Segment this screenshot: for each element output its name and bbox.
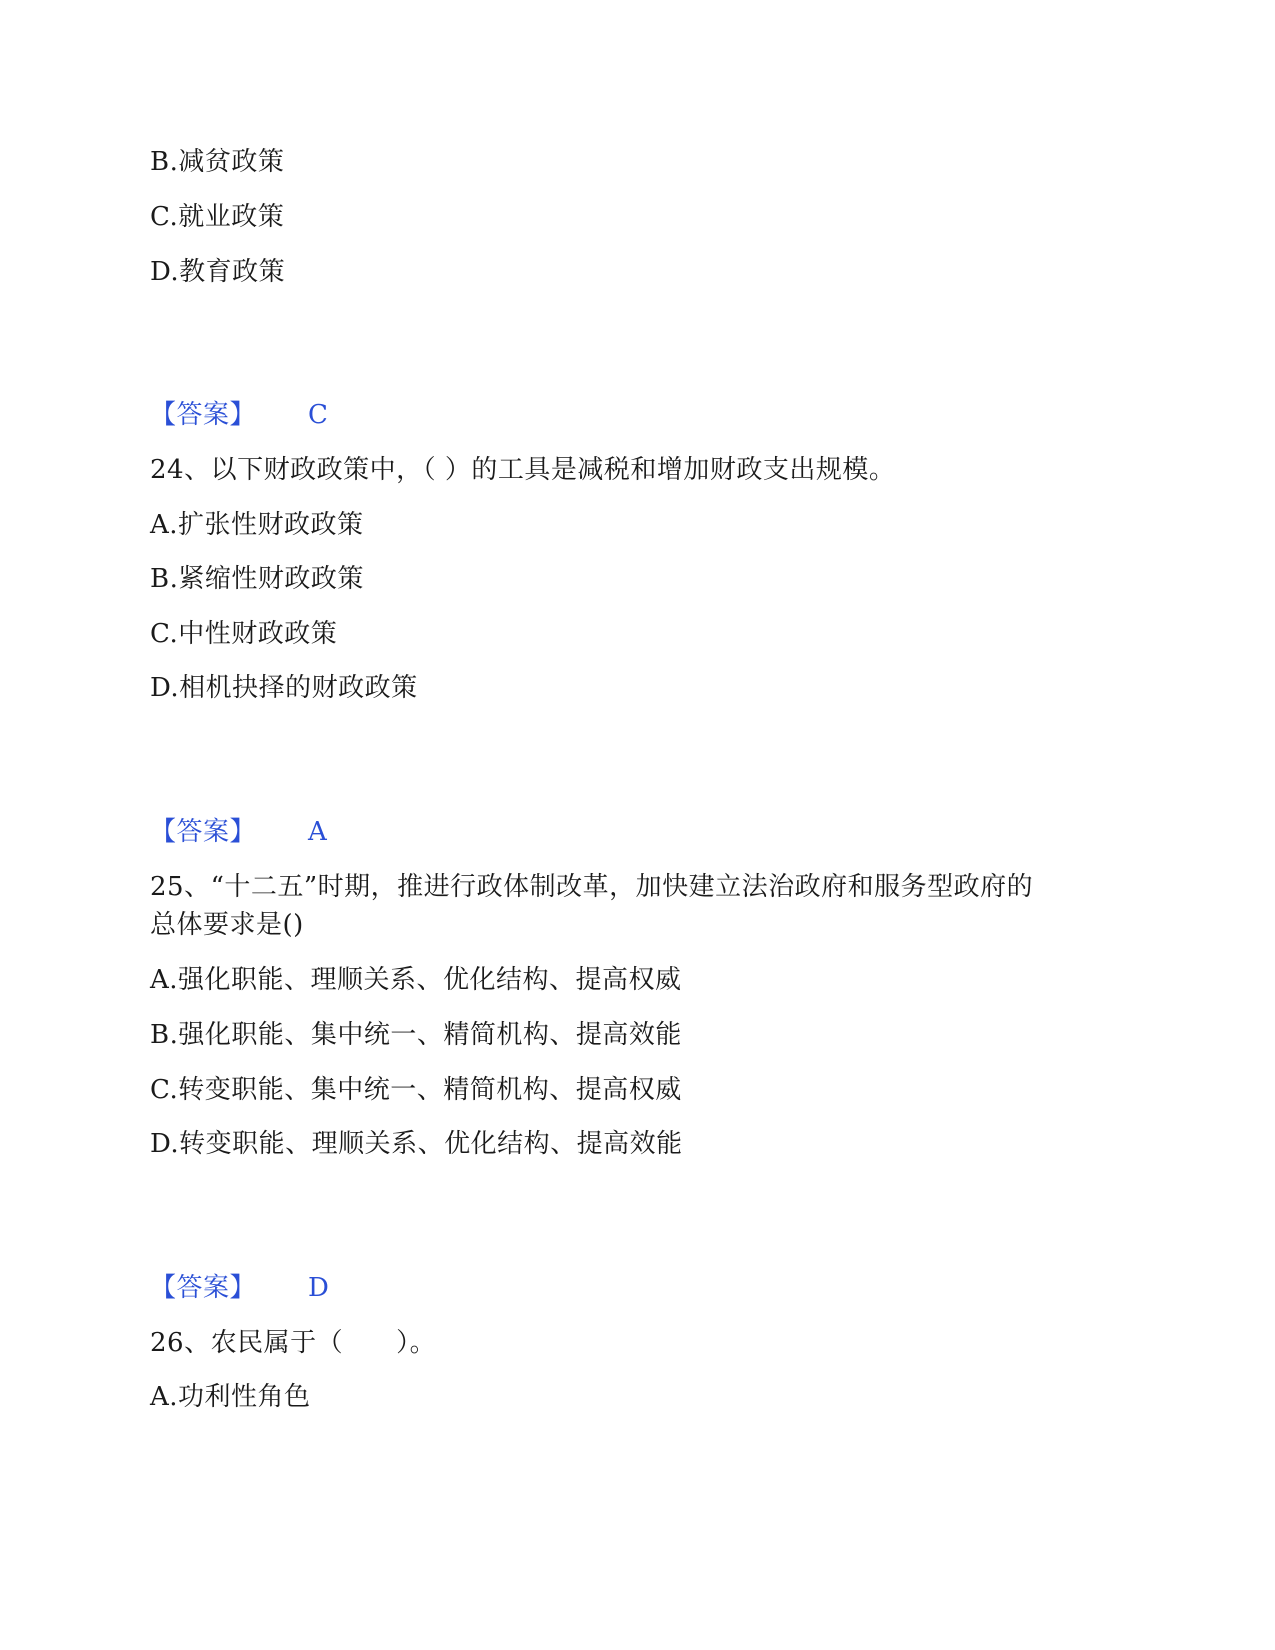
q26-option-a: A.功利性角色 (150, 1382, 311, 1412)
answer-value: D (308, 1273, 330, 1303)
answer-line (150, 815, 327, 849)
answer-value: A (308, 817, 328, 847)
q24-option-b: B.紧缩性财政政策 (150, 564, 364, 594)
q25-option-b: B.强化职能、集中统一、精简机构、提高效能 (150, 1020, 682, 1050)
answer-line (150, 398, 328, 432)
question-25-text-line2: 总体要求是() (150, 910, 304, 940)
question-25-text-line1: 25、“十二五”时期，推进行政体制改革，加快建立法治政府和服务型政府的 (150, 872, 1034, 902)
answer-line (150, 1271, 329, 1305)
answer-label: 【答案】 (150, 1273, 257, 1303)
q25-option-a: A.强化职能、理顺关系、优化结构、提高权威 (150, 965, 682, 995)
option-c: C.就业政策 (150, 202, 285, 232)
option-d: D.教育政策 (150, 257, 286, 287)
option-b: B.减贫政策 (150, 147, 285, 177)
q25-option-c: C.转变职能、集中统一、精简机构、提高权威 (150, 1075, 682, 1105)
answer-label: 【答案】 (150, 400, 257, 430)
question-24-text: 24、以下财政政策中，（ ）的工具是减税和增加财政支出规模。 (150, 455, 896, 485)
q24-option-c: C.中性财政政策 (150, 619, 338, 649)
question-26-text: 26、农民属于（ ）。 (150, 1328, 437, 1358)
q24-option-a: A.扩张性财政政策 (150, 510, 364, 540)
answer-label: 【答案】 (150, 817, 257, 847)
q25-option-d: D.转变职能、理顺关系、优化结构、提高效能 (150, 1129, 683, 1159)
answer-value: C (308, 400, 329, 430)
q24-option-d: D.相机抉择的财政政策 (150, 673, 418, 703)
